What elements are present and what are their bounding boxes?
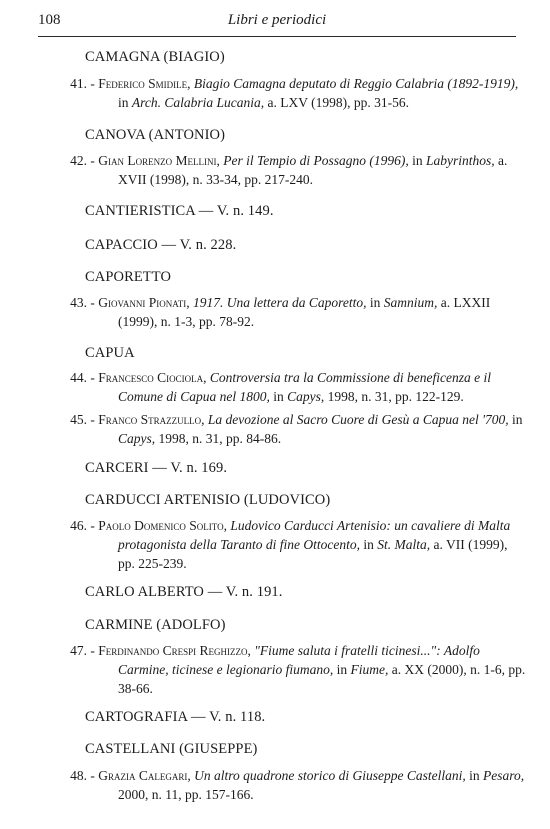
entry-journal: St. Malta, — [377, 537, 431, 552]
bibliography-entry: 41. - Federico Smidile, Biagio Camagna deputato di Reggio Calabria (1892-1919), in Arch. Calabria Lucania, a. LXV (1998), pp. 31-56. — [52, 74, 514, 112]
entry-number: 41. — [70, 76, 87, 91]
entry-author: Federico Smidile, — [98, 76, 191, 91]
entry-details: 1998, n. 31, pp. 84-86. — [155, 431, 282, 446]
page-number: 108 — [38, 12, 61, 28]
entry-details: 1998, n. 31, pp. 122-129. — [324, 389, 464, 404]
entry-number: 48. — [70, 768, 87, 783]
entry-journal: Capys, — [287, 389, 325, 404]
entry-author: Gian Lorenzo Mellini, — [98, 153, 220, 168]
entry-details: a. LXV (1998), pp. 31-56. — [264, 95, 410, 110]
entry-title: "Fiume saluta i fratelli ticinesi...": Adolfo — [254, 643, 480, 658]
entry-details: (1999), n. 1-3, pp. 78-92. — [118, 314, 255, 329]
entry-number: 46. — [70, 518, 87, 533]
subject-heading: CAPACCIO — V. n. 228. — [85, 237, 237, 253]
subject-heading: CANOVA (ANTONIO) — [85, 127, 226, 143]
entry-number: 45. — [70, 412, 87, 427]
subject-heading: CAPUA — [85, 345, 135, 361]
subject-heading: CASTELLANI (GIUSEPPE) — [85, 741, 258, 757]
entry-journal: Arch. Calabria Lucania, — [131, 95, 265, 110]
bibliography-entry: 42. - Gian Lorenzo Mellini, Per il Tempio di Possagno (1996), in Labyrinthos, a. XVII (1998), n. 33-34, pp. 217-240. — [52, 151, 514, 189]
subject-heading: CANTIERISTICA — V. n. 149. — [85, 203, 274, 219]
subject-heading: CARLO ALBERTO — V. n. 191. — [85, 584, 283, 600]
entry-details: a. VII (1999), — [430, 537, 508, 552]
bibliography-entry: 43. - Giovanni Pionati, 1917. Una lettera da Caporetto, in Samnium, a. LXXII (1999), n. 1-3, pp. 78-92. — [52, 293, 514, 331]
entry-details: a. XX (2000), n. 1-6, pp. — [388, 662, 526, 677]
subject-heading: CARDUCCI ARTENISIO (LUDOVICO) — [85, 492, 331, 508]
entry-author: Giovanni Pionati, — [98, 295, 190, 310]
entry-pages: pp. 225-239. — [118, 556, 187, 571]
entry-author: Grazia Calegari, — [98, 768, 191, 783]
entry-author: Paolo Domenico Solito, — [98, 518, 227, 533]
header-rule — [38, 36, 516, 37]
entry-title: Biagio Camagna deputato di Reggio Calabria (1892-1919), — [193, 76, 519, 91]
bibliography-entry: 47. - Ferdinando Crespi Reghizzo, "Fiume saluta i fratelli ticinesi...": Adolfo Carmine, ticinese e legionario fiumano, in Fiume, a. XX (2000), n. 1-6, pp. 38-66. — [52, 641, 514, 698]
entry-title-continued: Comune di Capua nel 1800, — [118, 389, 270, 404]
running-title: Libri e periodici — [227, 12, 327, 28]
entry-details: XVII (1998), n. 33-34, pp. 217-240. — [118, 172, 313, 187]
bibliography-entry: 44. - Francesco Ciociola, Controversia tra la Commissione di beneficenza e il Comune di Capua nel 1800, in Capys, 1998, n. 31, pp. 122-129. — [52, 368, 514, 406]
bibliography-entry: 46. - Paolo Domenico Solito, Ludovico Carducci Artenisio: un cavaliere di Malta protagonista della Taranto di fine Ottocento, in St. Malta, a. VII (1999), pp. 225-239. — [52, 516, 514, 573]
entry-title-continued: protagonista della Taranto di fine Ottocento, — [118, 537, 361, 552]
entry-journal: Fiume, — [350, 662, 389, 677]
entry-title: Ludovico Carducci Artenisio: un cavaliere di Malta — [230, 518, 511, 533]
entry-number: 44. — [70, 370, 87, 385]
entry-title: Controversia tra la Commissione di beneficenza e il — [209, 370, 492, 385]
subject-heading: CAMAGNA (BIAGIO) — [85, 49, 225, 65]
entry-author: Ferdinando Crespi Reghizzo, — [98, 643, 251, 658]
subject-heading: CARTOGRAFIA — V. n. 118. — [85, 709, 266, 725]
entry-number: 42. — [70, 153, 87, 168]
entry-title: Per il Tempio di Possagno (1996), — [223, 153, 409, 168]
entry-journal: Labyrinthos, — [426, 153, 495, 168]
entry-number: 43. — [70, 295, 87, 310]
entry-author: Franco Strazzullo, — [98, 412, 205, 427]
subject-heading: CAPORETTO — [85, 269, 172, 285]
entry-journal: Capys, — [118, 431, 156, 446]
entry-title: La devozione al Sacro Cuore di Gesù a Capua nel '700, — [207, 412, 509, 427]
entry-title: 1917. Una lettera da Caporetto, — [192, 295, 367, 310]
entry-journal: Samnium, — [383, 295, 438, 310]
entry-title-continued: Carmine, ticinese e legionario fiumano, — [118, 662, 334, 677]
entry-number: 47. — [70, 643, 87, 658]
entry-details: 2000, n. 11, pp. 157-166. — [118, 787, 254, 802]
entry-title: Un altro quadrone storico di Giuseppe Castellani, — [194, 768, 466, 783]
entry-author: Francesco Ciociola, — [98, 370, 207, 385]
bibliography-entry: 48. - Grazia Calegari, Un altro quadrone storico di Giuseppe Castellani, in Pesaro, 2000, n. 11, pp. 157-166. — [52, 766, 514, 804]
entry-journal: Pesaro, — [483, 768, 525, 783]
page-header — [38, 10, 516, 32]
subject-heading: CARCERI — V. n. 169. — [85, 460, 228, 476]
subject-heading: CARMINE (ADOLFO) — [85, 617, 226, 633]
bibliography-entry: 45. - Franco Strazzullo, La devozione al Sacro Cuore di Gesù a Capua nel '700, in Capys, 1998, n. 31, pp. 84-86. — [52, 410, 514, 448]
entry-pages: 38-66. — [118, 681, 153, 696]
